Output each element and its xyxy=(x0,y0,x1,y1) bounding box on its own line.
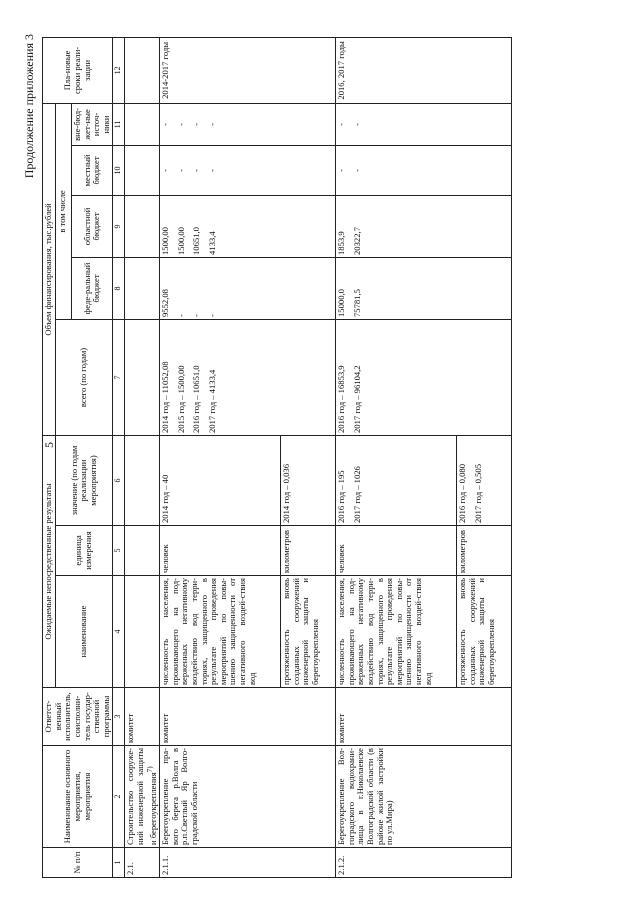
finance-federal-value: 75781,5 xyxy=(351,289,362,317)
col-number: 3 xyxy=(113,688,125,746)
table-row xyxy=(336,37,457,877)
header-no: № п/п xyxy=(43,848,113,878)
header-res-unit: единица измерения xyxy=(55,526,113,576)
header-res-value: значение (по годам реализации мероприятия) xyxy=(55,435,113,525)
result-name: численность населения, проживающего на под-верженных негативному воздействию вод терри-ториях, защищенного в результате проведения мероприятий по повы-шению защищенности от негативного воздей-ствия вод xyxy=(336,576,457,688)
appendix-caption: Продолжение приложения 3 xyxy=(22,34,36,179)
col-number: 8 xyxy=(113,257,125,319)
result-value-year: 2016 год – 195 xyxy=(336,470,347,523)
result-unit: человек xyxy=(160,526,281,576)
header-results: Ожидаемые непосредственные результаты xyxy=(43,435,56,687)
header-fin-reg: областной бюджет xyxy=(71,195,113,257)
col-number: 1 xyxy=(113,848,125,878)
row-number: 2.1.2. xyxy=(336,848,512,878)
header-fin-fed: феде-ральный бюджет xyxy=(71,257,113,319)
header-terms: Пла-новые сроки реали-зации xyxy=(43,37,113,103)
table-row xyxy=(160,37,281,877)
header-name: Наименование основного мероприятия, мероприятия xyxy=(43,746,113,848)
header-finance: Объем финансирования, тыс.рублей xyxy=(43,103,56,435)
finance-total-year: 2017 год – 96104,2 xyxy=(351,365,362,433)
planned-terms: 2016, 2017 годы xyxy=(336,37,512,103)
finance-federal-value: 9552,08 xyxy=(160,289,171,317)
header-res-name: наименование xyxy=(55,576,113,688)
executor: комитет xyxy=(160,688,336,746)
finance-total-year: 2014 год – 11052,08 xyxy=(160,361,171,433)
finance-regional-value: 1500,00 xyxy=(160,227,171,255)
col-number: 12 xyxy=(113,37,125,103)
finance-extrabudget-value: - xyxy=(351,123,362,126)
finance-local-value: - xyxy=(351,169,362,172)
finance-total-year: 2015 год – 1500,00 xyxy=(175,365,186,433)
row-number: 2.1.1. xyxy=(160,848,336,878)
header-fin-loc: местный бюджет xyxy=(71,145,113,195)
finance-total-year: 2017 год – 4133,4 xyxy=(206,369,217,433)
finance-total-year: 2016 год – 10651,0 xyxy=(191,365,202,433)
header-fin-total: всего (по годам) xyxy=(55,319,113,435)
finance-extrabudget-value: - xyxy=(160,123,171,126)
result-value xyxy=(457,435,512,525)
finance-extrabudget-value: - xyxy=(175,123,186,126)
header-executor: Ответст-венный исполнитель, соисполни-тель государ-ственной программы xyxy=(43,688,113,746)
finance-local-value: - xyxy=(191,169,202,172)
result-value xyxy=(336,435,457,525)
program-table xyxy=(42,37,512,878)
finance-regional-value: 10651,0 xyxy=(191,227,202,255)
result-value-year: 2017 год – 1026 xyxy=(351,466,362,523)
finance-local-value: - xyxy=(206,169,217,172)
finance-extrabudget-value: - xyxy=(191,123,202,126)
col-number: 9 xyxy=(113,195,125,257)
measure-name: Берегоукрепление пра-вого берега р.Волга в р.п.Светлый Яр Волго-градской области xyxy=(160,746,336,848)
col-number: 2 xyxy=(113,746,125,848)
finance-local-value: - xyxy=(336,169,347,172)
finance-federal xyxy=(160,257,336,319)
finance-regional-value: 1500,00 xyxy=(175,227,186,255)
finance-regional-value: 1853,9 xyxy=(336,231,347,255)
table-row xyxy=(125,37,160,877)
finance-federal-value: - xyxy=(206,314,217,317)
footnote-mark: 7) xyxy=(145,766,154,773)
header-row-1 xyxy=(43,37,56,877)
result-value: 2014 год – 40 xyxy=(160,435,281,525)
header-fin-incl: в том числе xyxy=(55,103,71,319)
measure-name: Берегоукрепление Вол-гоградского водохрани-лища в г.Николаевске Волгоградской области (в районе жилой застройки по ул.Мира) xyxy=(336,746,512,848)
result-name: протяженность вновь созданных сооружений инженерной защиты и берегоукрепления xyxy=(457,576,512,688)
executor: комитет xyxy=(125,688,160,746)
row-number: 2.1. xyxy=(125,848,160,878)
finance-extrabudget xyxy=(160,103,336,145)
measure-name-text: Строительство сооруже-ний инженерной защиты и берегоукрепления xyxy=(125,748,158,845)
result-value-year: 2016 год – 0,080 xyxy=(457,464,468,523)
result-unit: человек xyxy=(336,526,457,576)
finance-local-value: - xyxy=(175,169,186,172)
finance-regional xyxy=(160,195,336,257)
page-number: 5 xyxy=(42,442,56,448)
finance-total-year: 2016 год – 16853,9 xyxy=(336,365,347,433)
result-unit: километров xyxy=(457,526,512,576)
finance-extrabudget xyxy=(336,103,512,145)
col-number: 5 xyxy=(113,526,125,576)
result-name: протяженность вновь созданных сооружений инженерной защиты и берегоукрепления xyxy=(281,576,336,688)
finance-total xyxy=(336,319,512,435)
finance-regional-value: 20322,7 xyxy=(351,227,362,255)
finance-extrabudget-value: - xyxy=(206,123,217,126)
finance-federal-value: - xyxy=(191,314,202,317)
executor: комитет xyxy=(336,688,512,746)
col-number: 11 xyxy=(113,103,125,145)
header-fin-ext: вне-бюд-жет-ные источ-ники xyxy=(71,103,113,145)
finance-federal-value: - xyxy=(175,314,186,317)
col-number: 4 xyxy=(113,576,125,688)
document-sheet xyxy=(16,28,586,888)
col-number: 7 xyxy=(113,319,125,435)
finance-federal xyxy=(336,257,512,319)
finance-local xyxy=(336,145,512,195)
finance-regional-value: 4133,4 xyxy=(206,231,217,255)
result-value: 2014 год – 0,036 xyxy=(281,435,336,525)
finance-total xyxy=(160,319,336,435)
finance-local-value: - xyxy=(160,169,171,172)
column-number-row xyxy=(113,37,125,877)
planned-terms: 2014-2017 годы xyxy=(160,37,336,103)
col-number: 10 xyxy=(113,145,125,195)
finance-extrabudget-value: - xyxy=(336,123,347,126)
finance-federal-value: 15000,0 xyxy=(336,289,347,317)
result-value-year: 2017 год – 0,505 xyxy=(472,464,483,523)
measure-name xyxy=(125,746,160,848)
col-number: 6 xyxy=(113,435,125,525)
finance-regional xyxy=(336,195,512,257)
finance-local xyxy=(160,145,336,195)
result-name: численность населения, проживающего на под-верженных негативному воздействию вод терри-ториях, защищенного в результате проведения мероприятий по повы-шению защищенности от негативного воздей-ствия вод xyxy=(160,576,281,688)
result-unit: километров xyxy=(281,526,336,576)
